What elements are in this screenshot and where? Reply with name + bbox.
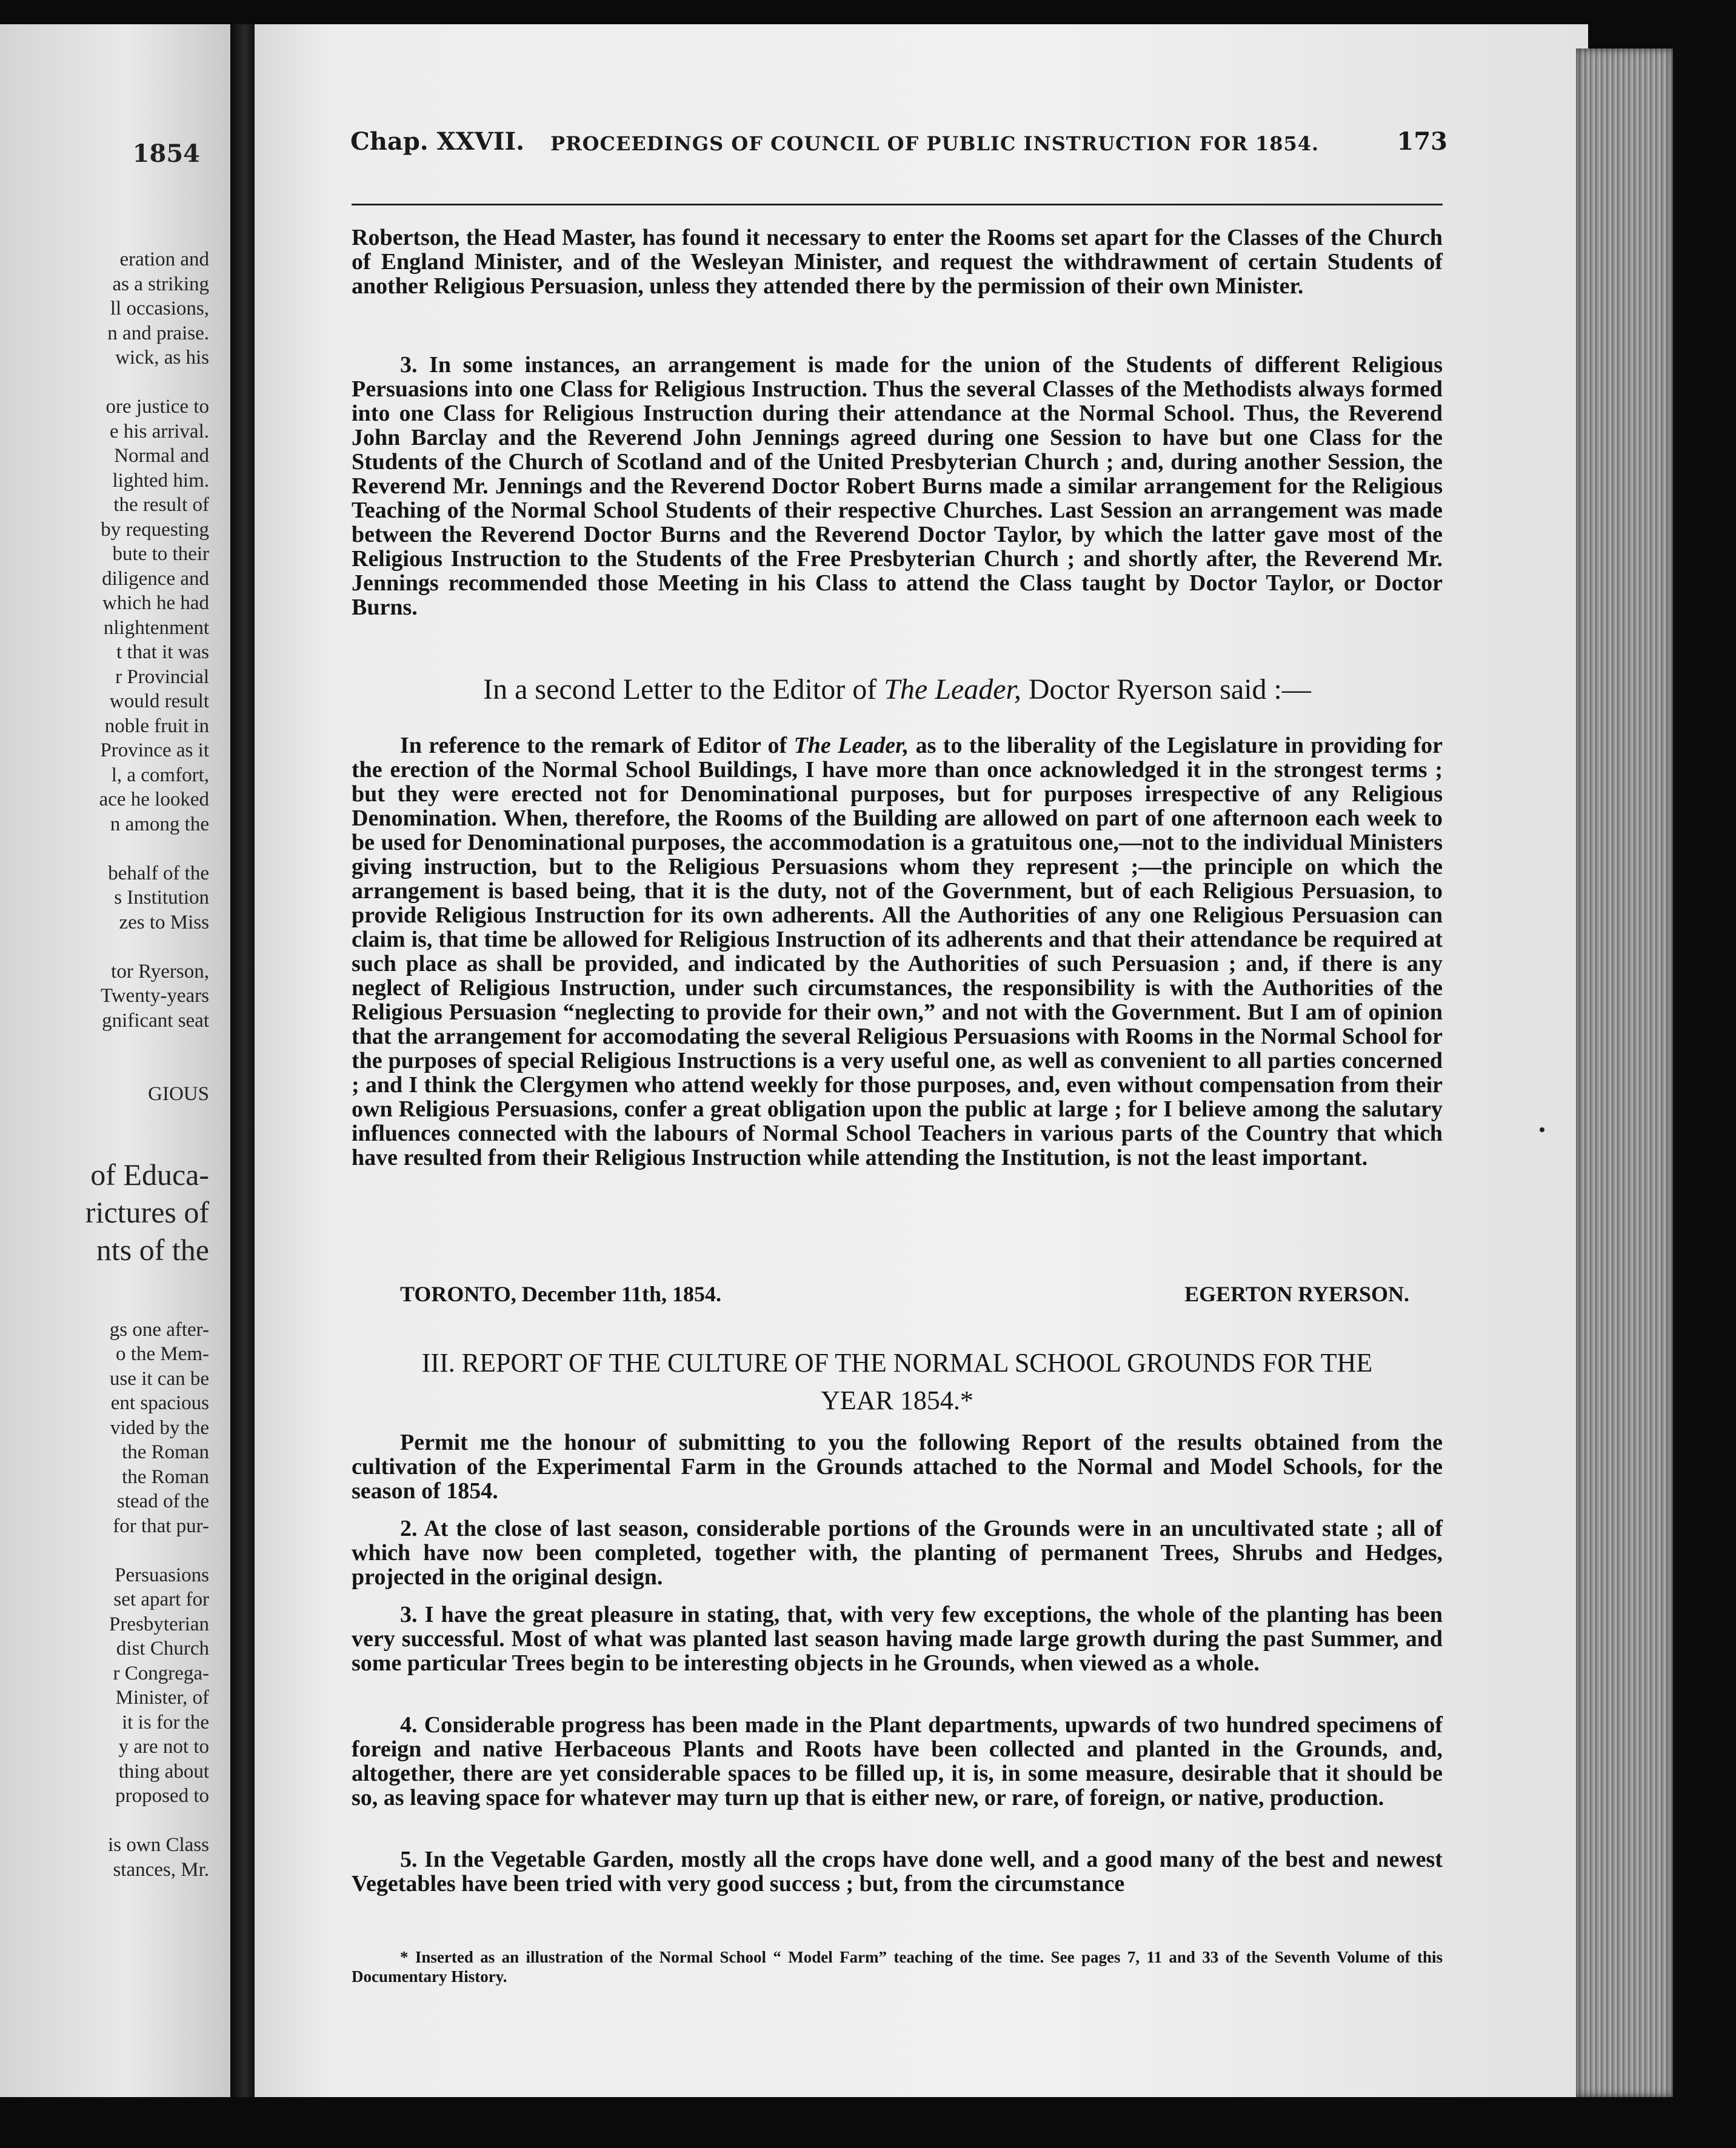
facing-page-line: GIOUS [148,1083,209,1105]
report-paragraph-2: 2. At the close of last season, considerable portions of the Grounds were in an uncultivated state ; all of which have now been completed, together with, the planting of permanent Trees, Shrubs and Hedges, projected in the original design. [352,1516,1443,1590]
facing-page-line: lighted him. [112,469,209,492]
facing-page-line: ore justice to [105,396,209,418]
facing-page-line: Normal and [114,445,209,467]
facing-page-line: bute to their [112,543,209,565]
facing-page-line: e his arrival. [109,420,209,442]
report-paragraph-3: 3. I have the great pleasure in stating, that, with very few exceptions, the whole of the planting has been very successful. Most of what was planted last season having made large growth during the past Summer, and some particular Trees begin to be interesting objects in he Grounds, when viewed as a whole. [352,1602,1443,1676]
page-edge-stack [1576,48,1673,2097]
facing-page-line: ace he looked [99,789,209,810]
facing-page-line: gnificant seat [102,1009,209,1032]
facing-page-line: n and praise. [107,322,209,344]
facing-page-line: nlightenment [103,616,209,639]
facing-page-line: for that pur- [113,1515,209,1537]
facing-page-line [0,1033,209,1058]
newspaper-title: The Leader, [884,673,1021,705]
ink-speck [1540,1127,1544,1132]
facing-page-line: diligence and [102,567,209,590]
facing-page-text [0,247,209,1882]
facing-page-line [0,836,209,861]
paragraph-robertson: Robertson, the Head Master, has found it necessary to enter the Rooms set apart for the Classes of the Church of England Minister, and of the Wesleyan Minister, and request the withdrawment of certain Students of another Religious Persuasion, unless they attended there by the permission of their own Minister. [352,225,1443,299]
facing-page-line: ll occasions, [110,298,209,319]
facing-page-line: set apart for [113,1589,209,1610]
footnote: * Inserted as an illustration of the Normal School “ Model Farm” teaching of the time. See pages 7, 11 and 33 of the Seventh Volume of this Documentary History. [352,1948,1443,1986]
reference-start: In reference to the remark of Editor of [400,733,794,758]
facing-page-line [0,1269,209,1293]
page-number: 173 [1397,127,1447,156]
facing-page-line: the result of [113,494,209,516]
header-rule [352,204,1443,205]
facing-page-line: t that it was [116,641,209,663]
running-title: PROCEEDINGS OF COUNCIL OF PUBLIC INSTRUCTION FOR 1854. [550,132,1320,155]
facing-page-line: noble fruit in [104,715,209,737]
facing-page-line: tor Ryerson, [111,960,209,982]
section-heading-line-2: YEAR 1854.* [821,1386,973,1415]
signature-line [352,1281,1443,1308]
facing-page-line: is own Class [108,1834,209,1856]
facing-page-line: the Roman [122,1441,209,1463]
facing-page-line: Presbyterian [109,1613,209,1635]
facing-page-line: eration and [119,248,209,270]
facing-page-line: Minister, of [115,1687,209,1709]
report-paragraph-4: 4. Considerable progress has been made in the Plant departments, upwards of two hundred specimens of foreign and native Herbaceous Plants and Roots have been collected and planted in the Grounds, and, altogether, there are yet considerable spaces to be filled up, it is, in some measure, desirable that it should be so, as leaving space for whatever may turn up that is either new, or rare, of foreign, or native, production. [352,1712,1443,1810]
report-paragraph-1: Permit me the honour of submitting to you the following Report of the results obtained from the cultivation of the Experimental Farm in the Grounds attached to the Normal and Model Schools, for the season of 1854. [352,1430,1443,1504]
facing-page-line: Persuasions [115,1564,209,1586]
facing-page-line: stead of the [116,1490,209,1512]
facing-page-line: r Congrega- [113,1662,209,1684]
facing-page-line [0,1131,209,1156]
facing-page-line [0,1293,209,1318]
facing-page-line: as a striking [112,273,209,295]
author-name: EGERTON RYERSON. [1184,1282,1409,1306]
facing-page-line: wick, as his [115,347,209,369]
facing-page-line [0,1538,209,1563]
facing-page-line: l, a comfort, [111,764,209,786]
facing-page-line: of Educa- [90,1157,209,1192]
section-heading-line-1: III. REPORT OF THE CULTURE OF THE NORMAL SCHOOL GROUNDS FOR THE [421,1348,1373,1378]
facing-page-line [0,370,209,395]
facing-page-line: Twenty-years [100,985,209,1007]
facing-page-line [0,1058,209,1082]
facing-page-line [0,935,209,959]
facing-page-line [0,1107,209,1132]
facing-page-line: ent spacious [110,1392,209,1414]
facing-page-line: zes to Miss [119,911,209,933]
chapter-label: Chap. XXVII. [350,127,525,156]
book-gutter [230,24,255,2097]
paragraph-reference [352,733,1443,1170]
facing-page [0,24,230,2097]
facing-page-line: which he had [102,592,209,614]
facing-page-line: o the Mem- [116,1343,209,1365]
facing-page-header: 1854 [132,139,200,168]
facing-page-line: dist Church [116,1638,209,1659]
facing-page-line: it is for the [122,1711,209,1733]
section-heading [352,1344,1443,1419]
facing-page-line: gs one after- [109,1318,209,1341]
facing-page-line: by requesting [101,518,209,541]
report-paragraph-5: 5. In the Vegetable Garden, mostly all the crops have done well, and a good many of the best and newest Vegetables have been tried with very good success ; but, from the circumstance [352,1847,1443,1896]
facing-page-line: y are not to [118,1736,209,1758]
paragraph-3: 3. In some instances, an arrangement is made for the union of the Students of different Religious Persuasions into one Class for Religious Instruction. Thus the several Classes of the Methodists always formed into one Class for Religious Instruction during their attendance at the Normal School. Thus, the Reverend John Barclay and the Reverend John Jennings agreed during one Session to have but one Class for the Students of the Church of Scotland and of the United Presbyterian Church ; and, during another Session, the Reverend Mr. Jennings and the Reverend Doctor Robert Burns made a similar arrangement for the Religious Teaching of the Normal School Students of their respective Churches. Last Session an arrangement was made between the Reverend Doctor Burns and the Reverend Doctor Taylor, by which the latter gave most of the Religious Instruction to the Students of the Free Presbyterian Church ; and shortly after, the Reverend Mr. Jennings recommended those Meeting in his Class to attend the Class taught by Doctor Taylor, or Doctor Burns. [352,352,1443,620]
reference-body: as to the liberality of the Legislature in providing for the erection of the Normal School Buildings, I have more than once acknowledged it in the strongest terms ; but they were erected not for Denominational purposes, but for purposes irrespective of any Religious Denomination. When, therefore, the Rooms of the Building are allowed on part of one afternoon each week to be used for Denominational purposes, the accommodation is a gratuitous one,—not to the individual Ministers giving instruction, but to the Religious Persuasions whom they represent ;—the principle on which the arrangement is based being, that it is the duty, not of the Government, but of each Religious Persuasion, to provide Religious Instruction for its own adherents. All the Authorities of any one Religious Persuasion can claim is, that time be allowed for Religious Instruction of its adherents and that their attendance be required at such place as shall be provided, and indicated by the Authorities of such Persuasion ; and, if there is any neglect of Religious Instruction, under such circumstances, the responsibility is with the Authorities of the Religious Persuasion “neglecting to provide for their own,” and not with the Government. But I am of opinion that the arrangement for accomodating the several Religious Persuasions with Rooms in the Normal School for the purposes of special Religious Instructions is a very useful one, as well as convenient to all parties concerned ; and I think the Clergymen who attend weekly for those purposes, and, even without compensation from their own Religious Persuasions, confer a great obligation upon the public at large ; for I believe among the salutary influences connected with the labours of Normal School Teachers in various parts of the Country that which have resulted from their Religious Instruction while attending the Institution, is not the least important. [352,733,1443,1170]
facing-page-line: rictures of [85,1195,209,1229]
facing-page-line [0,1809,209,1833]
facing-page-line: use it can be [109,1367,209,1390]
facing-page-line: s Institution [114,887,209,909]
letter-heading [352,673,1443,705]
running-head [350,127,1447,164]
facing-page-line: proposed to [115,1785,209,1807]
newspaper-title-inline: The Leader, [793,733,909,758]
facing-page-line: the Roman [122,1466,209,1488]
facing-page-line: nts of the [96,1232,209,1267]
facing-page-line: Province as it [100,739,209,761]
facing-page-line: behalf of the [108,862,209,884]
facing-page-line: thing about [118,1760,209,1783]
letter-heading-end: Doctor Ryerson said :— [1021,673,1311,705]
facing-page-line: stances, Mr. [113,1858,209,1881]
place-date: TORONTO, December 11th, 1854. [400,1282,721,1306]
facing-page-line: n among the [110,813,209,835]
facing-page-line: r Provincial [115,665,209,688]
facing-page-line: would result [109,690,209,712]
facing-page-line: vided by the [110,1416,209,1439]
letter-heading-start: In a second Letter to the Editor of [483,673,884,705]
